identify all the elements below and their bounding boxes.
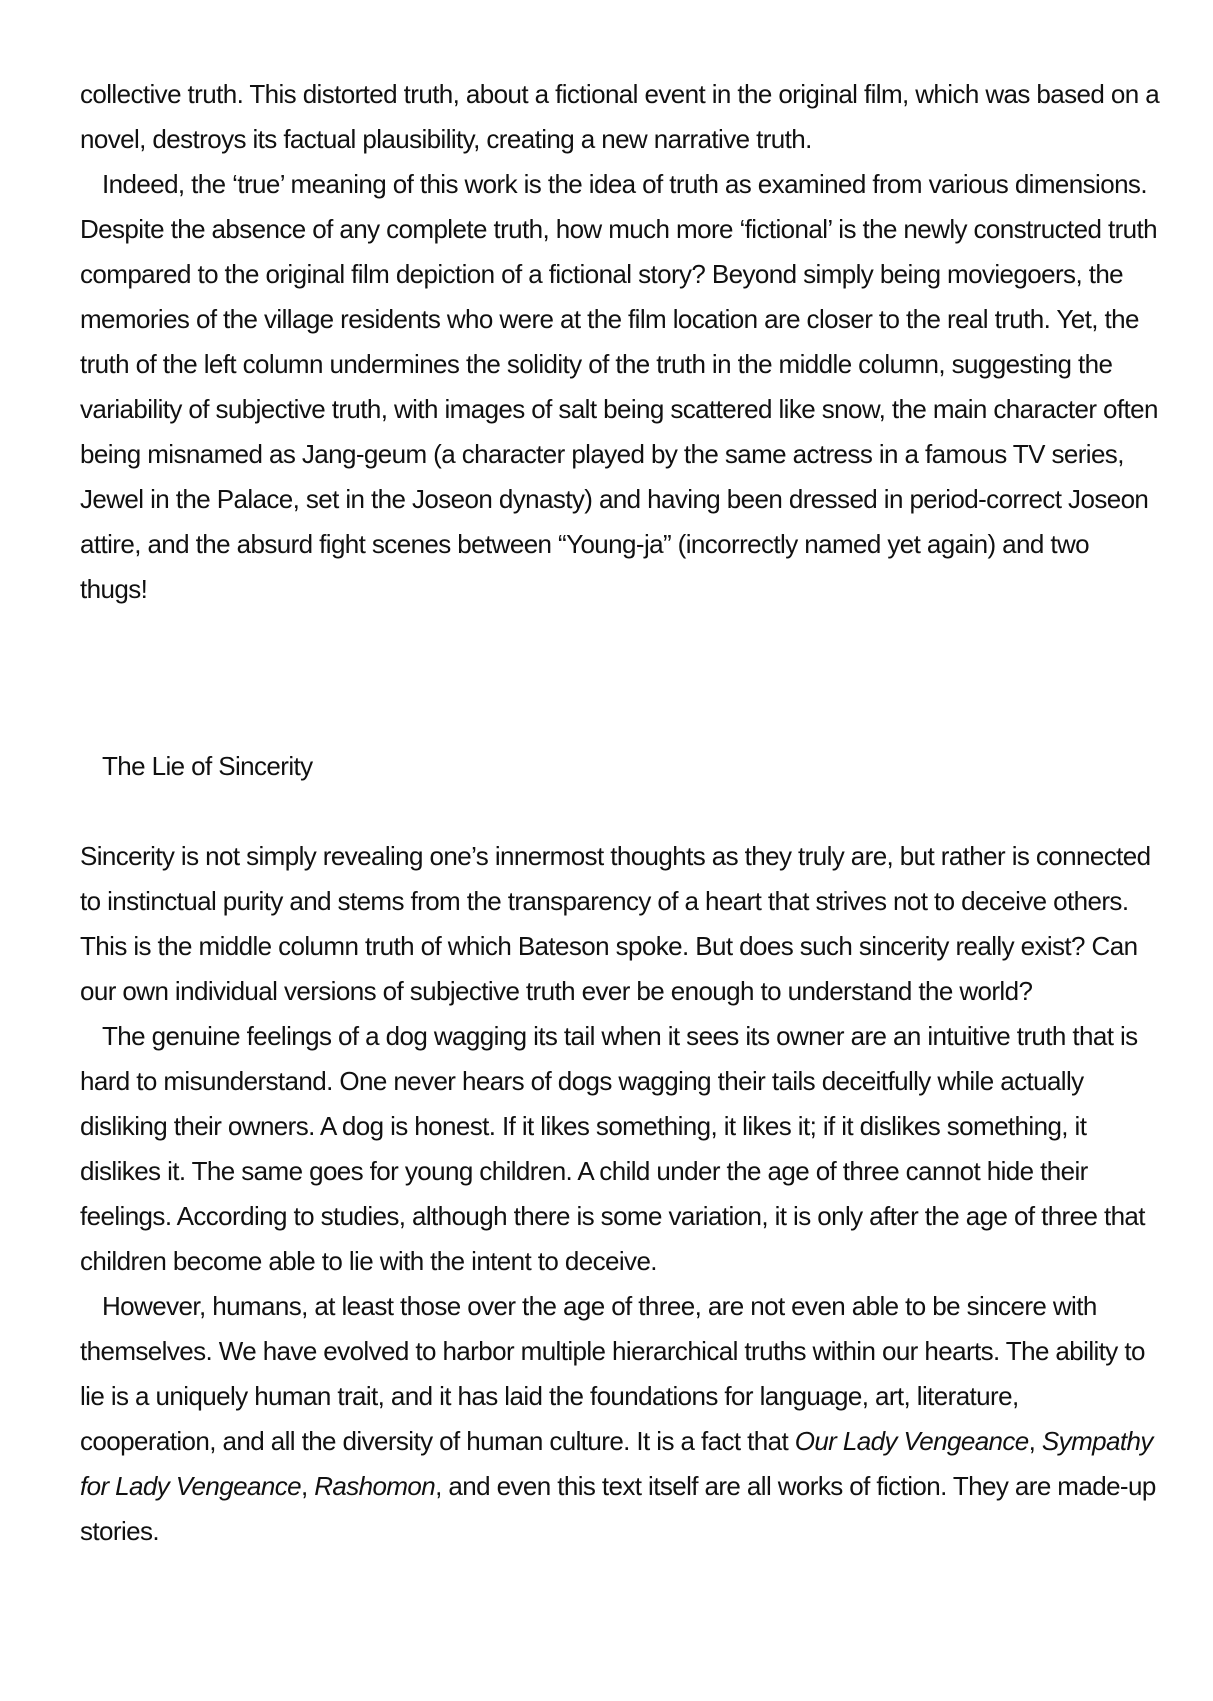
paragraph-humans-text: However, humans, at least those over the age of three, are not even able to be sincere with themselves. We have evolved to harbor multiple hierarchical truths within our hearts. The ability to lie is a uniquely human trait, and it has laid the foundations for language, art, literature, cooperation, and all the diversity of human culture. It is a fact that <box>80 1291 1145 1456</box>
separator: , <box>1028 1426 1042 1456</box>
title-sympathy-for-lady-vengeance: Sympathy for Lady Vengeance <box>80 1426 1153 1501</box>
paragraph-sincerity: Sincerity is not simply revealing one’s innermost thoughts as they truly are, but rather is connected to instinctual purity and stems from the transparency of a heart that strives not to deceive others. This is the middle column truth of which Bateson spoke. But does such sincerity really exist? Can our own individual versions of subjective truth ever be enough to understand the world? <box>80 841 1151 1006</box>
paragraph-collective-truth: collective truth. This distorted truth, about a fictional event in the original film, which was based on a novel, destroys its factual plausibility, creating a new narrative truth. <box>80 79 1160 154</box>
paragraph-humans <box>80 1284 1160 1554</box>
paragraph-true-meaning: Indeed, the ‘true’ meaning of this work is the idea of truth as examined from various dimensions. Despite the absence of any complete truth, how much more ‘fictional’ is the newly constructed truth compared to the original film depiction of a fictional story? Beyond simply being moviegoers, the memories of the village residents who were at the film location are closer to the real truth. Yet, the truth of the left column undermines the solidity of the truth in the middle column, suggesting the variability of subjective truth, with images of salt being scattered like snow, the main character often being misnamed as Jang-geum (a character played by the same actress in a famous TV series, Jewel in the Palace, set in the Joseon dynasty) and having been dressed in period-correct Joseon attire, and the absurd fight scenes between “Young-ja” (incorrectly named yet again) and two thugs! <box>80 169 1158 604</box>
separator: , <box>300 1471 315 1501</box>
title-rashomon: Rashomon <box>314 1471 436 1501</box>
section-lie-of-sincerity <box>80 834 1160 1554</box>
paragraph-humans-end: , and even this text itself are all works of fiction. They are made-up stories. <box>80 1471 1156 1546</box>
document-page <box>80 72 1160 1546</box>
title-our-lady-vengeance: Our Lady Vengeance <box>794 1426 1029 1456</box>
section-heading: The Lie of Sincerity <box>102 751 313 781</box>
paragraph-dog: The genuine feelings of a dog wagging its tail when it sees its owner are an intuitive truth that is hard to misunderstand. One never hears of dogs wagging their tails deceitfully while actually disliking their owners. A dog is honest. If it likes something, it likes it; if it dislikes something, it dislikes it. The same goes for young children. A child under the age of three cannot hide their feelings. According to studies, although there is some variation, it is only after the age of three that children become able to lie with the intent to deceive. <box>80 1021 1145 1276</box>
